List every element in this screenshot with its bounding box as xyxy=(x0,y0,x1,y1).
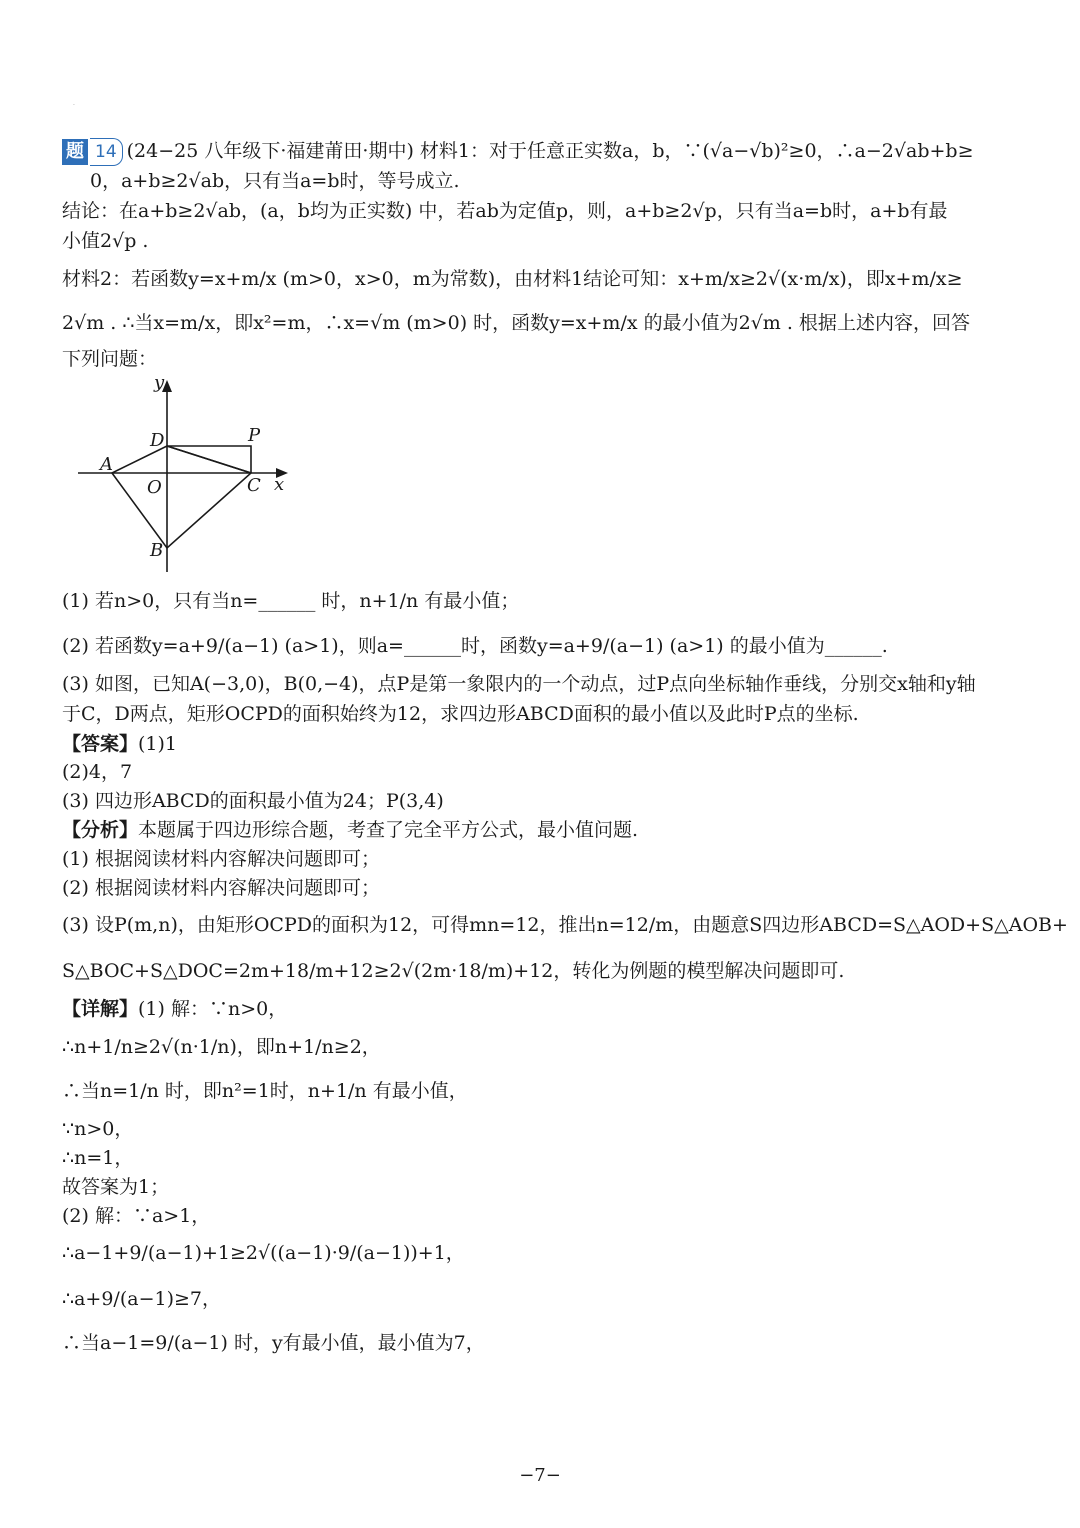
answer-tag: 【答案】 xyxy=(62,733,139,755)
segment-dc xyxy=(167,446,251,473)
quadrilateral-abcd xyxy=(112,446,251,548)
question-1: (1) 若n>0，只有当n=______ 时，n+1/n 有最小值； xyxy=(62,590,520,612)
analysis-line-5: S△BOC+S△DOC=2m+18/m+12≥2√(2m·18/m)+12，转化为例题的模型解决问题即可. xyxy=(62,960,845,982)
detail-line-5: ∴n=1， xyxy=(62,1147,134,1169)
detail-line-1 xyxy=(62,996,1012,1022)
analysis-tag: 【分析】 xyxy=(62,819,139,841)
problem-line-5: 材料2：若函数y=x+m/x (m>0，x>0，m为常数)，由材料1结论可知：x+m/x≥2√(x·m/x)，即x+m/x≥ xyxy=(62,268,963,290)
analysis-line-2: (1) 根据阅读材料内容解决问题即可； xyxy=(62,848,380,870)
detail-text-1: (1) 解：∵n>0， xyxy=(138,998,288,1020)
page-mark: . xyxy=(73,100,75,107)
problem-line-6: 2√m . ∴当x=m/x，即x²=m，∴x=√m (m>0) 时，函数y=x+m/x 的最小值为2√m . 根据上述内容，回答 xyxy=(62,312,970,334)
question-2: (2) 若函数y=a+9/(a−1) (a>1)，则a=______时，函数y=a+9/(a−1) (a>1) 的最小值为______. xyxy=(62,635,888,657)
problem-text: (24−25 八年级下·福建莆田·期中) 材料1：对于任意正实数a，b，∵(√a−√b)²≥0，∴a−2√ab+b≥ xyxy=(126,140,974,162)
analysis-text-1: 本题属于四边形综合题，考查了完全平方公式，最小值问题. xyxy=(138,819,639,841)
page-number: −7− xyxy=(519,1465,561,1486)
label-p: P xyxy=(248,425,261,446)
label-x: x xyxy=(274,474,285,495)
detail-line-10: ∴当a−1=9/(a−1) 时，y有最小值，最小值为7， xyxy=(62,1332,485,1354)
label-c: C xyxy=(247,475,261,496)
label-d: D xyxy=(150,430,165,451)
label-y: y xyxy=(154,372,165,393)
label-b: B xyxy=(150,540,164,561)
detail-line-7: (2) 解：∵a>1， xyxy=(62,1205,211,1227)
detail-tag: 【详解】 xyxy=(62,998,139,1020)
detail-line-3: ∴当n=1/n 时，即n²=1时，n+1/n 有最小值， xyxy=(62,1080,468,1102)
problem-line-3: 结论：在a+b≥2√ab，(a，b均为正实数) 中，若ab为定值p，则，a+b≥2√p，只有当a=b时，a+b有最 xyxy=(62,200,948,222)
analysis-line-3: (2) 根据阅读材料内容解决问题即可； xyxy=(62,877,380,899)
geometry-figure xyxy=(74,372,294,577)
answer-line-2: (2)4，7 xyxy=(62,761,133,783)
problem-line-4: 小值2√p . xyxy=(62,230,149,252)
detail-line-9: ∴a+9/(a−1)≥7， xyxy=(62,1288,221,1310)
detail-line-4: ∵n>0， xyxy=(62,1118,134,1140)
problem-line-7: 下列问题： xyxy=(62,348,158,370)
problem-number: 14 xyxy=(90,138,123,166)
answer-line-3: (3) 四边形ABCD的面积最小值为24；P(3,4) xyxy=(62,790,444,812)
detail-line-6: 故答案为1； xyxy=(62,1176,170,1198)
detail-line-8: ∴a−1+9/(a−1)+1≥2√((a−1)·9/(a−1))+1， xyxy=(62,1242,465,1264)
label-a: A xyxy=(100,454,113,475)
figure-svg xyxy=(74,372,294,577)
analysis-line-1 xyxy=(62,817,1012,843)
question-3-line-2: 于C，D两点，矩形OCPD的面积始终为12，求四边形ABCD面积的最小值以及此时P点的坐标. xyxy=(62,703,859,725)
answer-line-1 xyxy=(62,731,1012,757)
answer-text-1: (1)1 xyxy=(138,733,178,755)
question-3-line-1: (3) 如图，已知A(−3,0)，B(0,−4)，点P是第一象限内的一个动点，过P点向坐标轴作垂线，分别交x轴和y轴 xyxy=(62,673,976,695)
problem-line-1 xyxy=(62,138,1012,166)
problem-badge: 题 xyxy=(62,139,88,165)
label-o: O xyxy=(147,477,162,498)
problem-line-2: 0，a+b≥2√ab，只有当a=b时，等号成立. xyxy=(90,170,460,192)
detail-line-2: ∴n+1/n≥2√(n·1/n)，即n+1/n≥2， xyxy=(62,1036,381,1058)
analysis-line-4: (3) 设P(m,n)，由矩形OCPD的面积为12，可得mn=12，推出n=12/m，由题意S四边形ABCD=S△AOD+S△AOB+ xyxy=(62,914,1068,936)
